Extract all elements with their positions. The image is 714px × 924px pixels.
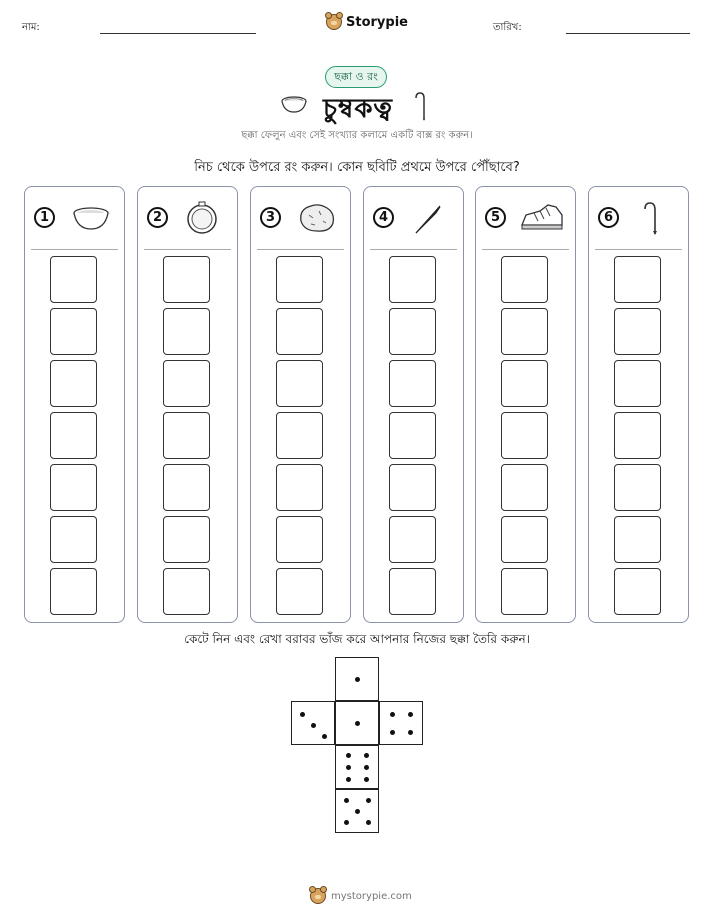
color-box[interactable] — [614, 412, 661, 459]
column-header — [364, 187, 463, 249]
column-6 — [588, 186, 689, 623]
color-box[interactable] — [276, 412, 323, 459]
column-number: 2 — [147, 207, 168, 228]
color-box[interactable] — [389, 360, 436, 407]
bowl-icon — [69, 201, 113, 235]
dice-pip — [390, 712, 395, 717]
color-box[interactable] — [50, 464, 97, 511]
color-box[interactable] — [163, 256, 210, 303]
color-box[interactable] — [50, 256, 97, 303]
color-box[interactable] — [501, 360, 548, 407]
color-box[interactable] — [276, 568, 323, 615]
bowl-icon — [280, 94, 308, 116]
dice-pip — [322, 734, 327, 739]
footer-url[interactable]: mystorypie.com — [331, 890, 412, 902]
column-header — [138, 187, 237, 249]
dice-pip — [346, 777, 351, 782]
dice-face-1 — [335, 701, 379, 745]
color-box[interactable] — [276, 308, 323, 355]
dice-face-5 — [335, 789, 379, 833]
color-box[interactable] — [614, 516, 661, 563]
date-label: তারিখ: — [493, 22, 522, 33]
hook-icon — [633, 201, 677, 235]
dice-pip — [355, 677, 360, 682]
column-number: 6 — [598, 207, 619, 228]
column-4 — [363, 186, 464, 623]
color-box[interactable] — [389, 308, 436, 355]
dice-face-1 — [335, 657, 379, 701]
color-box[interactable] — [276, 256, 323, 303]
color-box[interactable] — [50, 412, 97, 459]
color-box[interactable] — [163, 516, 210, 563]
color-box[interactable] — [614, 256, 661, 303]
color-box[interactable] — [163, 464, 210, 511]
dice-pip — [300, 712, 305, 717]
rock-icon — [295, 201, 339, 235]
color-box[interactable] — [501, 412, 548, 459]
color-box[interactable] — [501, 464, 548, 511]
dice-face-3 — [291, 701, 335, 745]
color-box[interactable] — [163, 308, 210, 355]
date-line[interactable] — [566, 33, 690, 34]
color-box[interactable] — [501, 568, 548, 615]
brand-name: Storypie — [346, 14, 408, 30]
column-1 — [24, 186, 125, 623]
dice-pip — [366, 798, 371, 803]
color-box[interactable] — [389, 568, 436, 615]
dice-pip — [366, 820, 371, 825]
color-box[interactable] — [163, 412, 210, 459]
compass-icon — [182, 201, 226, 235]
color-box[interactable] — [276, 360, 323, 407]
dice-pip — [346, 753, 351, 758]
column-divider — [370, 249, 457, 250]
color-box[interactable] — [614, 568, 661, 615]
column-number: 4 — [373, 207, 394, 228]
needle-icon — [408, 201, 452, 235]
column-number: 3 — [260, 207, 281, 228]
column-2 — [137, 186, 238, 623]
color-box[interactable] — [614, 464, 661, 511]
column-header — [25, 187, 124, 249]
dice-pip — [355, 809, 360, 814]
color-box[interactable] — [389, 412, 436, 459]
dice-pip — [344, 820, 349, 825]
color-box[interactable] — [50, 308, 97, 355]
activity-badge: ছক্কা ও রং — [325, 66, 387, 88]
column-divider — [482, 249, 569, 250]
dice-pip — [364, 777, 369, 782]
page-title: চুম্বকত্ব — [323, 94, 394, 124]
dice-pip — [390, 730, 395, 735]
column-header — [476, 187, 575, 249]
dice-pip — [408, 730, 413, 735]
column-number: 1 — [34, 207, 55, 228]
dice-face-6 — [335, 745, 379, 789]
cut-instruction: কেটে নিন এবং রেখা বরাবর ভাঁজ করে আপনার নিজের ছক্কা তৈরি করুন। — [184, 632, 530, 646]
column-divider — [257, 249, 344, 250]
color-box[interactable] — [50, 516, 97, 563]
instruction: নিচ থেকে উপরে রং করুন। কোন ছবিটি প্রথমে উপরে পৌঁছাবে? — [194, 160, 520, 175]
bear-icon — [310, 888, 326, 904]
color-box[interactable] — [50, 568, 97, 615]
color-box[interactable] — [276, 464, 323, 511]
column-divider — [31, 249, 118, 250]
color-box[interactable] — [389, 516, 436, 563]
color-box[interactable] — [163, 360, 210, 407]
bear-icon — [326, 14, 342, 30]
name-line[interactable] — [100, 33, 256, 34]
hook-icon — [414, 90, 430, 122]
column-5 — [475, 186, 576, 623]
column-divider — [595, 249, 682, 250]
color-box[interactable] — [50, 360, 97, 407]
subtitle: ছক্কা ফেলুন এবং সেই সংখ্যার কলামে একটি বাক্স রং করুন। — [241, 130, 473, 141]
column-header — [589, 187, 688, 249]
name-label: নাম: — [22, 22, 40, 33]
dice-pip — [346, 765, 351, 770]
column-header — [251, 187, 350, 249]
brand-logo — [326, 14, 408, 30]
column-3 — [250, 186, 351, 623]
dice-pip — [344, 798, 349, 803]
color-box[interactable] — [501, 308, 548, 355]
footer — [310, 888, 412, 904]
color-box[interactable] — [614, 308, 661, 355]
color-box[interactable] — [389, 464, 436, 511]
dice-pip — [311, 723, 316, 728]
shoe-icon — [520, 201, 564, 235]
color-box[interactable] — [501, 516, 548, 563]
dice-pip — [364, 765, 369, 770]
color-box[interactable] — [501, 256, 548, 303]
dice-pip — [408, 712, 413, 717]
dice-pip — [355, 721, 360, 726]
color-box[interactable] — [389, 256, 436, 303]
column-divider — [144, 249, 231, 250]
color-box[interactable] — [614, 360, 661, 407]
column-number: 5 — [485, 207, 506, 228]
dice-pip — [364, 753, 369, 758]
color-box[interactable] — [276, 516, 323, 563]
color-box[interactable] — [163, 568, 210, 615]
dice-face-4 — [379, 701, 423, 745]
